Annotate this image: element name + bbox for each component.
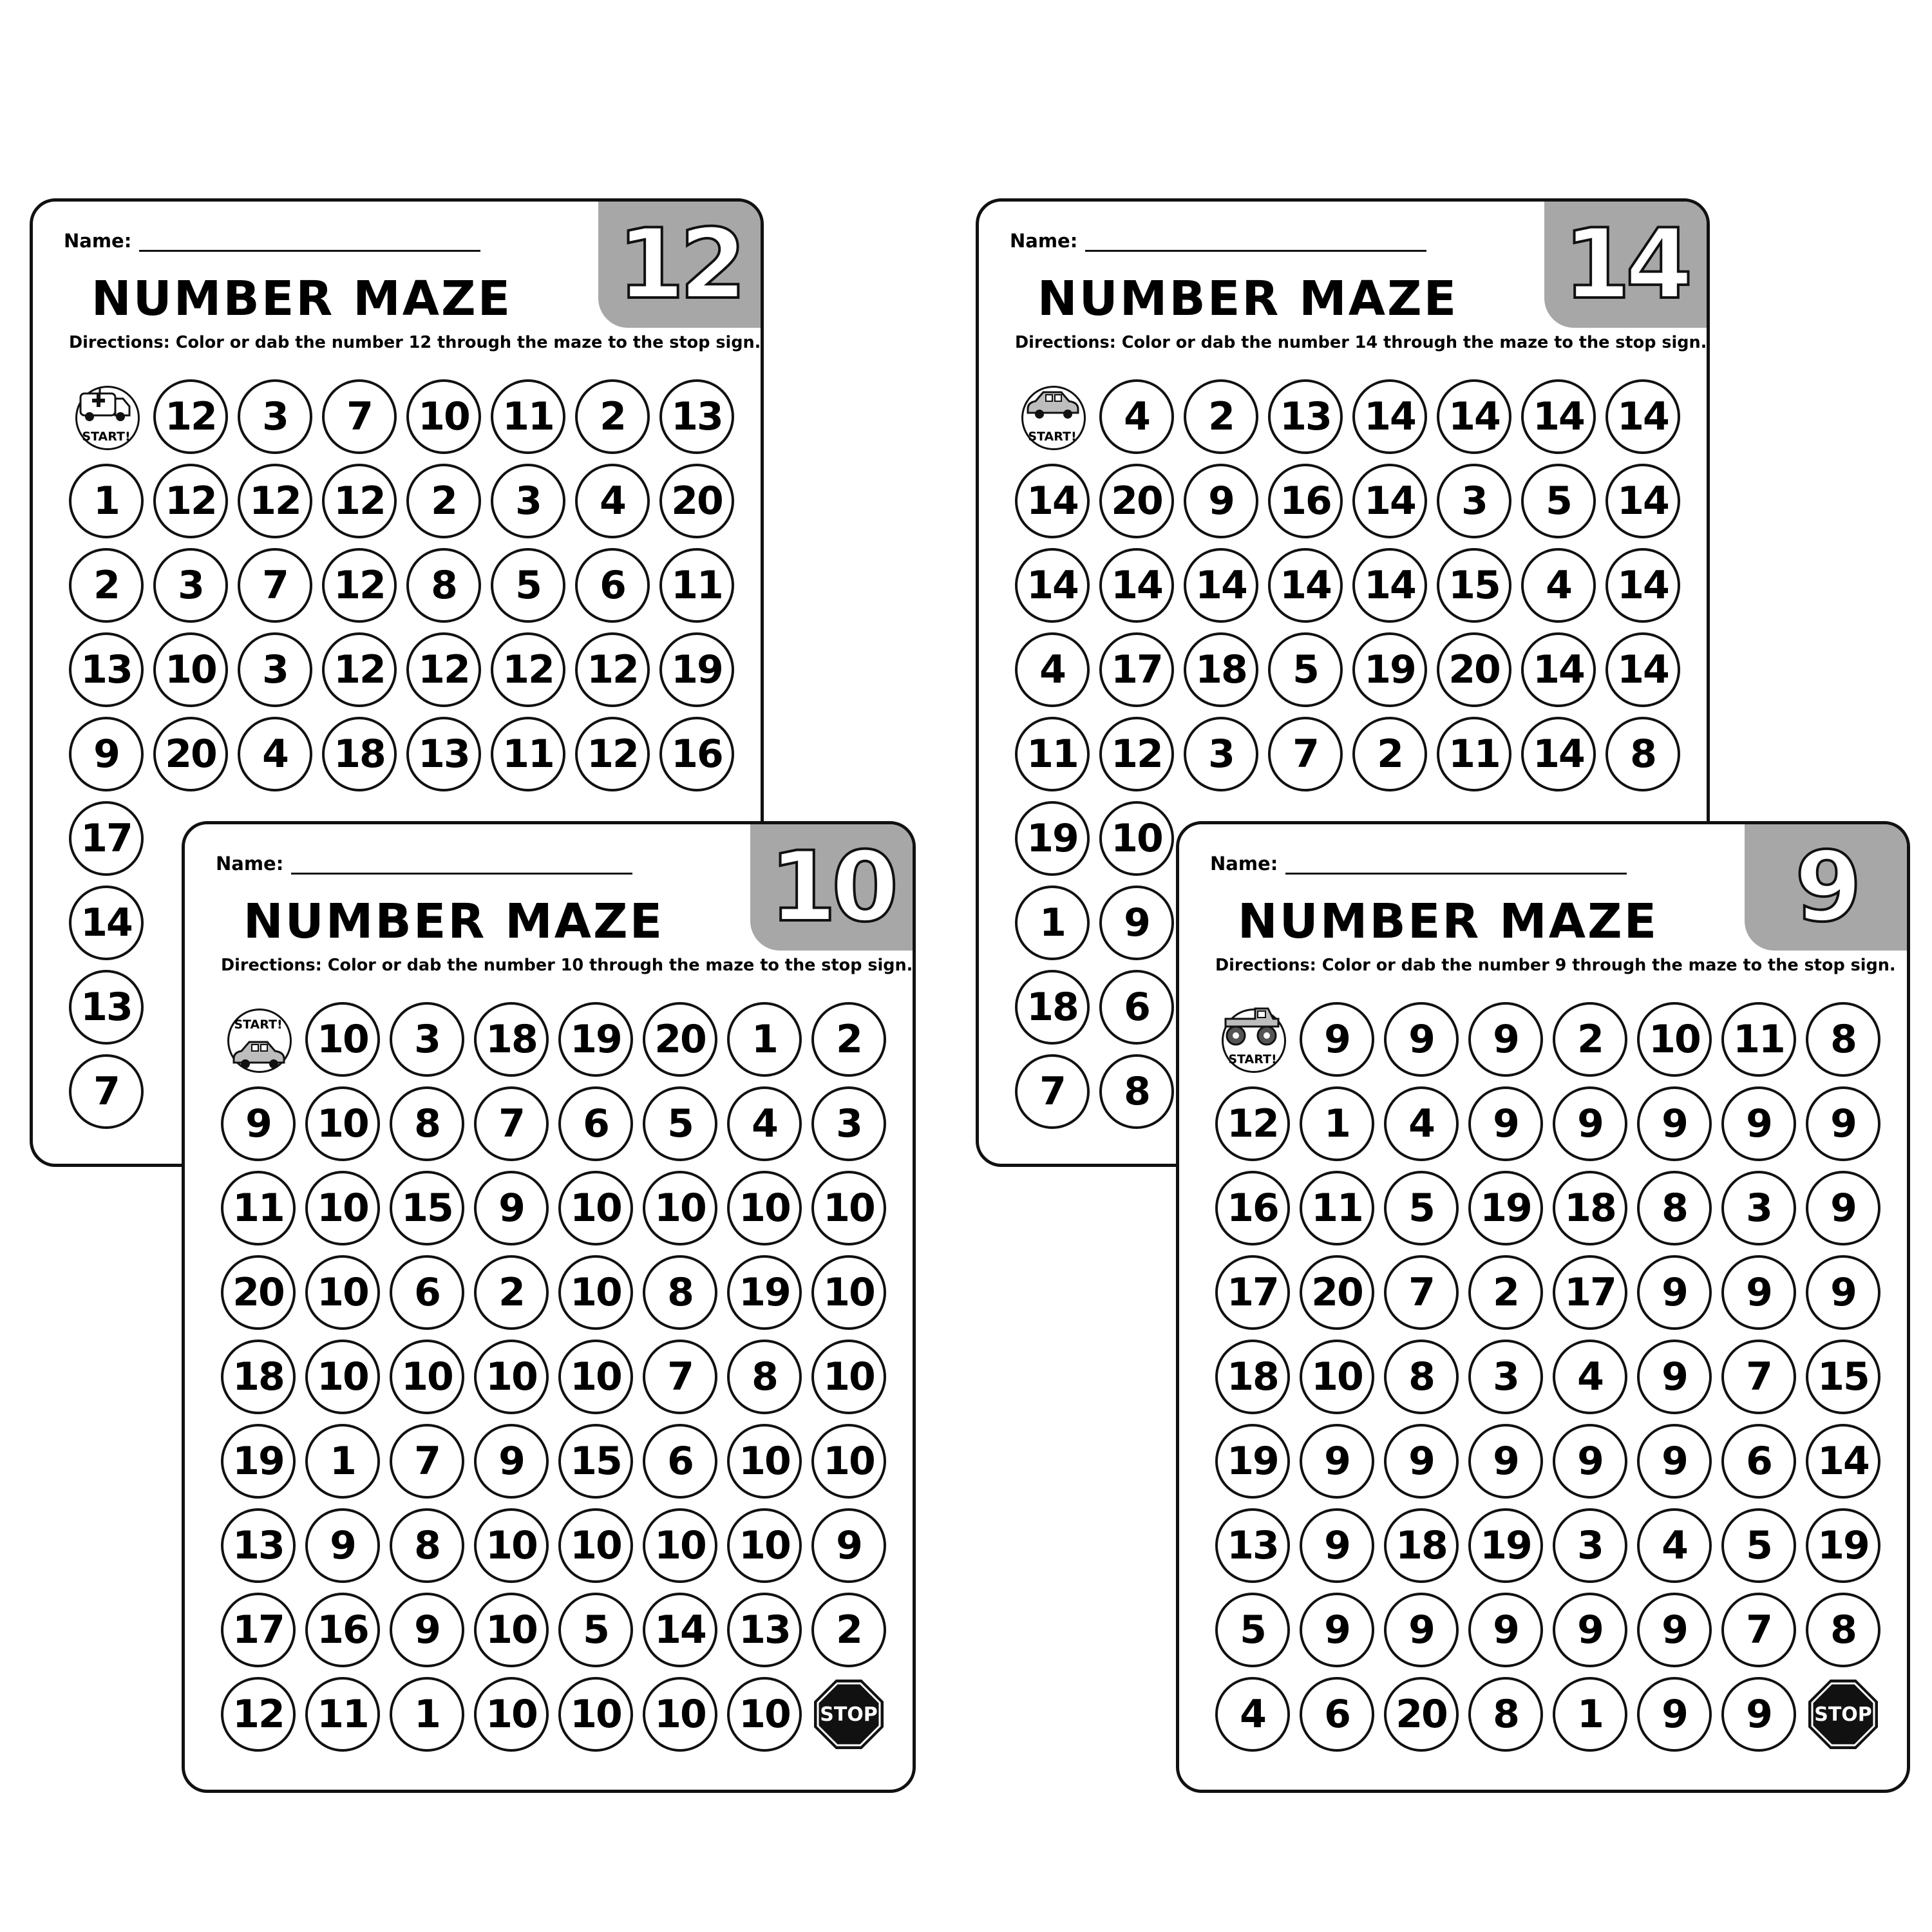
worksheet-10: [182, 821, 916, 1793]
maze-circle[interactable]: 10: [811, 1424, 886, 1499]
maze-circle[interactable]: 12: [1099, 717, 1174, 791]
maze-circle[interactable]: 9: [1468, 1593, 1543, 1667]
name-field[interactable]: [1085, 232, 1426, 252]
maze-circle[interactable]: 19: [1352, 632, 1427, 707]
maze-circle[interactable]: 9: [1300, 1593, 1374, 1667]
maze-circle[interactable]: 3: [238, 379, 312, 454]
maze-circle[interactable]: 3: [390, 1002, 464, 1077]
maze-circle[interactable]: 7: [1384, 1255, 1459, 1330]
start-label: START!: [82, 430, 131, 444]
maze-circle[interactable]: 9: [69, 717, 144, 791]
maze-circle[interactable]: 10: [305, 1255, 380, 1330]
maze-circle[interactable]: 13: [1215, 1508, 1290, 1583]
maze-circle[interactable]: 14: [69, 886, 144, 960]
worksheet-title: NUMBER MAZE: [243, 894, 665, 949]
corner-number-badge: [1544, 202, 1707, 328]
maze-circle[interactable]: 19: [659, 632, 734, 707]
maze-circle[interactable]: 20: [659, 464, 734, 538]
maze-circle[interactable]: 6: [390, 1255, 464, 1330]
maze-circle[interactable]: 8: [1099, 1054, 1174, 1129]
maze-circle[interactable]: 2: [1553, 1002, 1627, 1077]
maze-circle[interactable]: 19: [1468, 1508, 1543, 1583]
stop-label: STOP: [820, 1703, 878, 1726]
maze-circle[interactable]: 1: [1553, 1677, 1627, 1752]
maze-circle[interactable]: 8: [1806, 1593, 1880, 1667]
maze-circle[interactable]: 14: [1352, 464, 1427, 538]
maze-circle[interactable]: 14: [1268, 548, 1343, 623]
name-row: [216, 853, 632, 875]
maze-circle[interactable]: 8: [1468, 1677, 1543, 1752]
maze-circle[interactable]: 7: [643, 1340, 717, 1414]
maze-circle[interactable]: 10: [474, 1593, 549, 1667]
maze-circle[interactable]: 3: [1184, 717, 1258, 791]
maze-circle[interactable]: 14: [1437, 379, 1511, 454]
maze-circle[interactable]: 15: [390, 1171, 464, 1245]
start-label: START!: [1028, 430, 1077, 444]
maze-circle[interactable]: 16: [1268, 464, 1343, 538]
maze-circle[interactable]: 9: [474, 1424, 549, 1499]
maze-circle[interactable]: 2: [811, 1593, 886, 1667]
maze-circle[interactable]: 3: [238, 632, 312, 707]
maze-circle[interactable]: 2: [575, 379, 650, 454]
maze-circle[interactable]: 10: [643, 1508, 717, 1583]
maze-circle[interactable]: 4: [1553, 1340, 1627, 1414]
maze-circle[interactable]: 8: [1384, 1340, 1459, 1414]
maze-circle[interactable]: 6: [558, 1086, 633, 1161]
stop-label: STOP: [1814, 1703, 1872, 1726]
directions-text: Directions: Color or dab the number 10 through the maze to the stop sign.: [221, 956, 913, 975]
maze-circle[interactable]: 2: [406, 464, 481, 538]
maze-circle[interactable]: 20: [1300, 1255, 1374, 1330]
maze-circle[interactable]: 2: [1468, 1255, 1543, 1330]
maze-circle[interactable]: 17: [221, 1593, 296, 1667]
maze-circle[interactable]: 9: [1806, 1255, 1880, 1330]
maze-circle[interactable]: 17: [1215, 1255, 1290, 1330]
maze-circle[interactable]: 9: [1468, 1424, 1543, 1499]
name-field[interactable]: [139, 232, 480, 252]
maze-circle[interactable]: 9: [1384, 1002, 1459, 1077]
maze-circle[interactable]: 6: [575, 548, 650, 623]
maze-circle[interactable]: 19: [1468, 1171, 1543, 1245]
maze-circle[interactable]: 5: [1384, 1171, 1459, 1245]
maze-circle[interactable]: 10: [305, 1340, 380, 1414]
maze-circle[interactable]: 7: [238, 548, 312, 623]
maze-circle[interactable]: 13: [69, 632, 144, 707]
maze-grid: [1215, 1002, 1880, 1752]
maze-circle[interactable]: 18: [1384, 1508, 1459, 1583]
maze-circle[interactable]: 9: [1637, 1677, 1712, 1752]
corner-number: 10: [769, 831, 894, 943]
maze-circle[interactable]: 9: [811, 1508, 886, 1583]
maze-circle[interactable]: 6: [1099, 970, 1174, 1045]
maze-circle[interactable]: 10: [1300, 1340, 1374, 1414]
maze-circle[interactable]: 11: [221, 1171, 296, 1245]
maze-circle[interactable]: 3: [491, 464, 565, 538]
maze-circle[interactable]: 7: [390, 1424, 464, 1499]
maze-circle[interactable]: 14: [1605, 548, 1680, 623]
maze-circle[interactable]: 3: [153, 548, 228, 623]
maze-circle[interactable]: 10: [558, 1340, 633, 1414]
maze-circle[interactable]: 10: [727, 1424, 802, 1499]
maze-circle[interactable]: 7: [1268, 717, 1343, 791]
maze-circle[interactable]: 14: [1352, 548, 1427, 623]
maze-circle[interactable]: 9: [1384, 1593, 1459, 1667]
maze-circle[interactable]: 17: [1553, 1255, 1627, 1330]
maze-circle[interactable]: 5: [1521, 464, 1596, 538]
maze-circle[interactable]: 7: [1721, 1593, 1796, 1667]
maze-circle[interactable]: 20: [1437, 632, 1511, 707]
maze-circle[interactable]: 7: [322, 379, 397, 454]
maze-circle[interactable]: 9: [1637, 1593, 1712, 1667]
maze-circle[interactable]: 17: [1099, 632, 1174, 707]
maze-circle[interactable]: 8: [1806, 1002, 1880, 1077]
corner-number-badge: [598, 202, 761, 328]
maze-circle[interactable]: 8: [390, 1508, 464, 1583]
maze-circle[interactable]: 18: [1184, 632, 1258, 707]
maze-circle[interactable]: 9: [1184, 464, 1258, 538]
maze-circle[interactable]: 9: [1721, 1086, 1796, 1161]
maze-circle[interactable]: 10: [727, 1171, 802, 1245]
maze-circle[interactable]: 13: [727, 1593, 802, 1667]
name-row: [1210, 853, 1627, 875]
maze-circle[interactable]: 18: [1553, 1171, 1627, 1245]
maze-circle[interactable]: 19: [558, 1002, 633, 1077]
maze-circle[interactable]: 20: [1099, 464, 1174, 538]
maze-circle[interactable]: 4: [1215, 1677, 1290, 1752]
maze-circle[interactable]: 18: [221, 1340, 296, 1414]
maze-circle[interactable]: 3: [1468, 1340, 1543, 1414]
corner-number: 14: [1563, 209, 1688, 321]
maze-circle[interactable]: 1: [305, 1424, 380, 1499]
maze-circle[interactable]: 4: [575, 464, 650, 538]
maze-grid: [221, 1002, 886, 1752]
maze-circle[interactable]: 14: [1521, 717, 1596, 791]
maze-circle[interactable]: 14: [1352, 379, 1427, 454]
maze-circle[interactable]: 12: [575, 717, 650, 791]
maze-circle[interactable]: 10: [305, 1171, 380, 1245]
maze-circle[interactable]: 1: [69, 464, 144, 538]
maze-circle[interactable]: 12: [575, 632, 650, 707]
maze-circle[interactable]: 4: [1015, 632, 1090, 707]
maze-circle[interactable]: 18: [1215, 1340, 1290, 1414]
maze-circle[interactable]: 10: [474, 1677, 549, 1752]
maze-circle[interactable]: 20: [643, 1002, 717, 1077]
maze-circle[interactable]: 10: [153, 632, 228, 707]
maze-circle[interactable]: 2: [1184, 379, 1258, 454]
maze-circle[interactable]: 11: [491, 379, 565, 454]
maze-circle[interactable]: 12: [491, 632, 565, 707]
maze-circle[interactable]: 10: [558, 1255, 633, 1330]
maze-circle[interactable]: 9: [221, 1086, 296, 1161]
maze-circle[interactable]: 7: [1721, 1340, 1796, 1414]
maze-circle[interactable]: 12: [238, 464, 312, 538]
worksheet-title: NUMBER MAZE: [1037, 271, 1459, 327]
maze-circle[interactable]: 9: [1637, 1086, 1712, 1161]
maze-circle[interactable]: 12: [322, 464, 397, 538]
maze-circle[interactable]: 6: [1300, 1677, 1374, 1752]
name-label: Name:: [64, 230, 132, 252]
maze-circle[interactable]: 9: [305, 1508, 380, 1583]
maze-circle[interactable]: 14: [643, 1593, 717, 1667]
maze-circle[interactable]: 4: [1521, 548, 1596, 623]
maze-circle[interactable]: 8: [643, 1255, 717, 1330]
maze-circle[interactable]: 14: [1099, 548, 1174, 623]
maze-circle[interactable]: 8: [1605, 717, 1680, 791]
maze-circle[interactable]: 9: [1637, 1255, 1712, 1330]
name-field[interactable]: [1285, 855, 1627, 875]
maze-circle[interactable]: 11: [1015, 717, 1090, 791]
start-marker: [1215, 1002, 1290, 1077]
maze-circle[interactable]: 11: [1437, 717, 1511, 791]
maze-circle[interactable]: 5: [1721, 1508, 1796, 1583]
maze-circle[interactable]: 8: [727, 1340, 802, 1414]
maze-circle[interactable]: 6: [1721, 1424, 1796, 1499]
maze-circle[interactable]: 14: [1605, 632, 1680, 707]
maze-circle[interactable]: 5: [1215, 1593, 1290, 1667]
maze-circle[interactable]: 11: [491, 717, 565, 791]
maze-circle[interactable]: 20: [221, 1255, 296, 1330]
maze-circle[interactable]: 17: [69, 801, 144, 876]
maze-circle[interactable]: 10: [811, 1340, 886, 1414]
start-marker: [1015, 379, 1090, 454]
maze-circle[interactable]: 4: [1099, 379, 1174, 454]
maze-circle[interactable]: 3: [1721, 1171, 1796, 1245]
maze-circle[interactable]: 5: [491, 548, 565, 623]
maze-circle[interactable]: 15: [1437, 548, 1511, 623]
maze-circle[interactable]: 9: [1099, 886, 1174, 960]
start-label: START!: [1228, 1052, 1277, 1066]
maze-circle[interactable]: 12: [153, 379, 228, 454]
maze-circle[interactable]: 9: [1637, 1424, 1712, 1499]
maze-circle[interactable]: 4: [1384, 1086, 1459, 1161]
maze-circle[interactable]: 7: [69, 1054, 144, 1129]
maze-circle[interactable]: 9: [1553, 1593, 1627, 1667]
maze-circle[interactable]: 4: [727, 1086, 802, 1161]
maze-circle[interactable]: 12: [1215, 1086, 1290, 1161]
maze-circle[interactable]: 10: [390, 1340, 464, 1414]
maze-circle[interactable]: 15: [1806, 1340, 1880, 1414]
maze-circle[interactable]: 9: [1806, 1171, 1880, 1245]
maze-circle[interactable]: 5: [558, 1593, 633, 1667]
maze-circle[interactable]: 10: [1099, 801, 1174, 876]
maze-circle[interactable]: 19: [1806, 1508, 1880, 1583]
maze-circle[interactable]: 10: [474, 1508, 549, 1583]
name-row: [1010, 230, 1426, 252]
maze-circle[interactable]: 5: [1268, 632, 1343, 707]
maze-circle[interactable]: 9: [1300, 1424, 1374, 1499]
directions-text: Directions: Color or dab the number 14 through the maze to the stop sign.: [1015, 333, 1707, 352]
maze-circle[interactable]: 11: [305, 1677, 380, 1752]
maze-circle[interactable]: 10: [643, 1171, 717, 1245]
maze-circle[interactable]: 10: [811, 1255, 886, 1330]
worksheet-title: NUMBER MAZE: [1237, 894, 1659, 949]
maze-circle[interactable]: 2: [1352, 717, 1427, 791]
name-label: Name:: [216, 853, 284, 875]
maze-circle[interactable]: 12: [322, 632, 397, 707]
maze-circle[interactable]: 18: [1015, 970, 1090, 1045]
directions-text: Directions: Color or dab the number 12 through the maze to the stop sign.: [69, 333, 761, 352]
name-label: Name:: [1010, 230, 1078, 252]
maze-circle[interactable]: 10: [305, 1086, 380, 1161]
maze-circle[interactable]: 1: [390, 1677, 464, 1752]
maze-circle[interactable]: 20: [153, 717, 228, 791]
worksheet-title: NUMBER MAZE: [91, 271, 513, 327]
maze-circle[interactable]: 9: [1468, 1086, 1543, 1161]
maze-circle[interactable]: 11: [1300, 1171, 1374, 1245]
maze-circle[interactable]: 19: [221, 1424, 296, 1499]
name-label: Name:: [1210, 853, 1278, 875]
maze-circle[interactable]: 12: [153, 464, 228, 538]
directions-text: Directions: Color or dab the number 9 through the maze to the stop sign.: [1215, 956, 1896, 975]
maze-circle[interactable]: 4: [1637, 1508, 1712, 1583]
maze-circle[interactable]: 16: [305, 1593, 380, 1667]
maze-circle[interactable]: 14: [1806, 1424, 1880, 1499]
name-row: [64, 230, 480, 252]
maze-circle[interactable]: 10: [406, 379, 481, 454]
maze-circle[interactable]: 4: [238, 717, 312, 791]
maze-circle[interactable]: 6: [643, 1424, 717, 1499]
maze-circle[interactable]: 10: [811, 1171, 886, 1245]
corner-number-badge: [1745, 824, 1907, 951]
start-marker: [69, 379, 144, 454]
maze-circle[interactable]: 14: [1184, 548, 1258, 623]
stop-sign: [1806, 1677, 1880, 1752]
maze-circle[interactable]: 2: [69, 548, 144, 623]
worksheet-9: [1176, 821, 1910, 1793]
maze-circle[interactable]: 14: [1015, 464, 1090, 538]
maze-circle[interactable]: 7: [474, 1086, 549, 1161]
maze-circle[interactable]: 14: [1015, 548, 1090, 623]
maze-circle[interactable]: 9: [1637, 1340, 1712, 1414]
maze-circle[interactable]: 10: [474, 1340, 549, 1414]
maze-circle[interactable]: 10: [558, 1508, 633, 1583]
maze-circle[interactable]: 11: [659, 548, 734, 623]
maze-circle[interactable]: 16: [659, 717, 734, 791]
maze-circle[interactable]: 10: [558, 1171, 633, 1245]
maze-circle[interactable]: 15: [558, 1424, 633, 1499]
maze-circle[interactable]: 9: [1721, 1677, 1796, 1752]
maze-circle[interactable]: 10: [1637, 1002, 1712, 1077]
maze-circle[interactable]: 13: [69, 970, 144, 1045]
maze-circle[interactable]: 16: [1215, 1171, 1290, 1245]
maze-circle[interactable]: 7: [1015, 1054, 1090, 1129]
name-field[interactable]: [291, 855, 632, 875]
corner-number: 12: [617, 209, 742, 321]
maze-circle[interactable]: 19: [1215, 1424, 1290, 1499]
maze-circle[interactable]: 8: [390, 1086, 464, 1161]
maze-circle[interactable]: 13: [221, 1508, 296, 1583]
start-label: START!: [234, 1018, 283, 1032]
maze-circle[interactable]: 9: [1553, 1086, 1627, 1161]
maze-circle[interactable]: 2: [811, 1002, 886, 1077]
maze-circle[interactable]: 9: [1300, 1508, 1374, 1583]
maze-circle[interactable]: 14: [1521, 632, 1596, 707]
maze-circle[interactable]: 9: [390, 1593, 464, 1667]
maze-circle[interactable]: 13: [406, 717, 481, 791]
maze-circle[interactable]: 2: [474, 1255, 549, 1330]
maze-circle[interactable]: 9: [1721, 1255, 1796, 1330]
maze-circle[interactable]: 9: [1553, 1424, 1627, 1499]
maze-circle[interactable]: 18: [474, 1002, 549, 1077]
maze-circle[interactable]: 10: [727, 1508, 802, 1583]
maze-circle[interactable]: 11: [1721, 1002, 1796, 1077]
corner-number-badge: [750, 824, 913, 951]
maze-circle[interactable]: 9: [1806, 1086, 1880, 1161]
maze-circle[interactable]: 9: [474, 1171, 549, 1245]
maze-circle[interactable]: 19: [727, 1255, 802, 1330]
maze-circle[interactable]: 18: [322, 717, 397, 791]
stop-sign: [811, 1677, 886, 1752]
maze-circle[interactable]: 20: [1384, 1677, 1459, 1752]
maze-circle[interactable]: 1: [727, 1002, 802, 1077]
start-marker: [221, 1002, 296, 1077]
maze-circle[interactable]: 12: [406, 632, 481, 707]
maze-circle[interactable]: 13: [1268, 379, 1343, 454]
maze-circle[interactable]: 14: [1605, 464, 1680, 538]
maze-circle[interactable]: 19: [1015, 801, 1090, 876]
maze-circle[interactable]: 8: [406, 548, 481, 623]
maze-circle[interactable]: 10: [727, 1677, 802, 1752]
maze-circle[interactable]: 10: [558, 1677, 633, 1752]
maze-circle[interactable]: 9: [1468, 1002, 1543, 1077]
maze-circle[interactable]: 14: [1521, 379, 1596, 454]
maze-circle[interactable]: 12: [322, 548, 397, 623]
maze-circle[interactable]: 14: [1605, 379, 1680, 454]
maze-circle[interactable]: 1: [1300, 1086, 1374, 1161]
maze-circle[interactable]: 9: [1384, 1424, 1459, 1499]
maze-circle[interactable]: 10: [643, 1677, 717, 1752]
maze-circle[interactable]: 1: [1015, 886, 1090, 960]
maze-circle[interactable]: 5: [643, 1086, 717, 1161]
corner-number: 9: [1794, 831, 1857, 943]
maze-circle[interactable]: 8: [1637, 1171, 1712, 1245]
maze-circle[interactable]: 3: [1437, 464, 1511, 538]
maze-circle[interactable]: 13: [659, 379, 734, 454]
maze-circle[interactable]: 3: [811, 1086, 886, 1161]
maze-circle[interactable]: 9: [1300, 1002, 1374, 1077]
maze-circle[interactable]: 3: [1553, 1508, 1627, 1583]
maze-circle[interactable]: 12: [221, 1677, 296, 1752]
maze-circle[interactable]: 10: [305, 1002, 380, 1077]
